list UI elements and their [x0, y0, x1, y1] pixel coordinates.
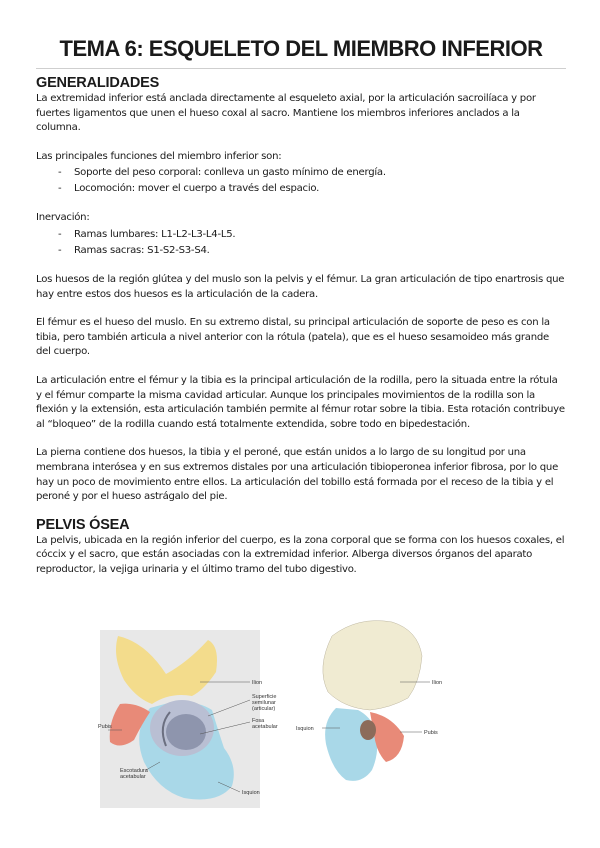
paragraph-knee: La articulación entre el fémur y la tibia es la principal articulación de la rodilla, pero la situada entre la rótula y el fémur comparte la misma cavidad articular. Aunque los principales movimientos de la rodilla son la flexión y la extensión, esta articulación también permite al fémur rotar sobre la tibia. Esta rotación contribuye al “bloqueo” de la rodilla cuando está totalmente extendida, sobre todo en bipedestación. — [36, 374, 565, 430]
document-page — [36, 36, 566, 577]
label-superficie: Superficie — [252, 694, 277, 700]
label-semilunar: semilunar — [252, 700, 276, 706]
paragraph-functions-intro: Las principales funciones del miembro inferior son: — [36, 150, 282, 162]
label-fosa: Fosa — [252, 718, 265, 724]
list-item: - Locomoción: mover el cuerpo a través del espacio. — [58, 181, 566, 197]
label-ilion-left: Ilion — [252, 680, 263, 686]
label-acetabular: acetabular — [252, 724, 278, 730]
page-title: TEMA 6: ESQUELETO DEL MIEMBRO INFERIOR — [36, 36, 566, 69]
label-escotadura: Escotadura — [120, 768, 148, 774]
pelvis-figures — [100, 612, 520, 818]
paragraph-intro: La extremidad inferior está anclada directamente al esqueleto axial, por la articulación sacroilíaca y por fuertes ligamentos que unen el hueso coxal al sacro. Mantiene los miembros inferiores anclados a la columna. — [36, 93, 536, 134]
list-item: - Ramas sacras: S1-S2-S3-S4. — [58, 243, 566, 259]
section-heading-pelvis: PELVIS ÓSEA — [36, 516, 130, 533]
functions-list — [36, 165, 566, 197]
label-isquion-left: Isquion — [242, 790, 260, 796]
ilium-medial-region — [323, 621, 422, 710]
coxal-medial-figure — [322, 621, 430, 781]
section-heading-generalidades: GENERALIDADES — [36, 75, 160, 91]
label-escotadura-2: acetabular — [120, 774, 146, 780]
label-pubis-right: Pubis — [424, 730, 438, 736]
label-isquion-right: Isquion — [296, 726, 314, 732]
label-articular: (articular) — [252, 706, 276, 712]
label-pubis-left: Pubis — [98, 724, 112, 730]
list-item: - Soporte del peso corporal: conlleva un gasto mínimo de energía. — [58, 165, 566, 181]
acetabular-fossa — [166, 714, 206, 750]
paragraph-femur: El fémur es el hueso del muslo. En su extremo distal, su principal articulación de soporte de peso es con la tibia, pero también articula a nivel anterior con la rótula (patela), que es el hueso sesamoideo más grande del cuerpo. — [36, 317, 550, 358]
label-ilion-right: Ilion — [432, 680, 443, 686]
paragraph-gluteal: Los huesos de la región glútea y del muslo son la pelvis y el fémur. La gran articulación de tipo enartrosis que hay entre estos dos huesos es la articulación de la cadera. — [36, 273, 565, 300]
paragraph-innervation-intro: Inervación: — [36, 212, 90, 224]
ischium-medial-region — [325, 708, 377, 781]
pelvis-illustrations — [100, 612, 520, 818]
paragraph-pelvis: La pelvis, ubicada en la región inferior del cuerpo, es la zona corporal que se forma con los huesos coxales, el cóccix y el sacro, que están asociadas con la extremidad inferior. Alberga diversos órganos del aparato reproductor, la vejiga urinaria y el último tramo del tubo digestivo. — [36, 534, 565, 575]
coxal-lateral-figure — [100, 630, 263, 808]
list-item: - Ramas lumbares: L1-L2-L3-L4-L5. — [58, 227, 566, 243]
innervation-list — [36, 227, 566, 259]
paragraph-leg: La pierna contiene dos huesos, la tibia y el peroné, que están unidos a lo largo de su longitud por una membrana interósea y en sus extremos distales por una articulación tibioperonea inferior fibrosa, por lo que hay un poco de movimiento entre ellos. La articulación del tobillo está formada por el receso de la tibia y el peroné y por el hueso astrágalo del pie. — [36, 447, 559, 503]
